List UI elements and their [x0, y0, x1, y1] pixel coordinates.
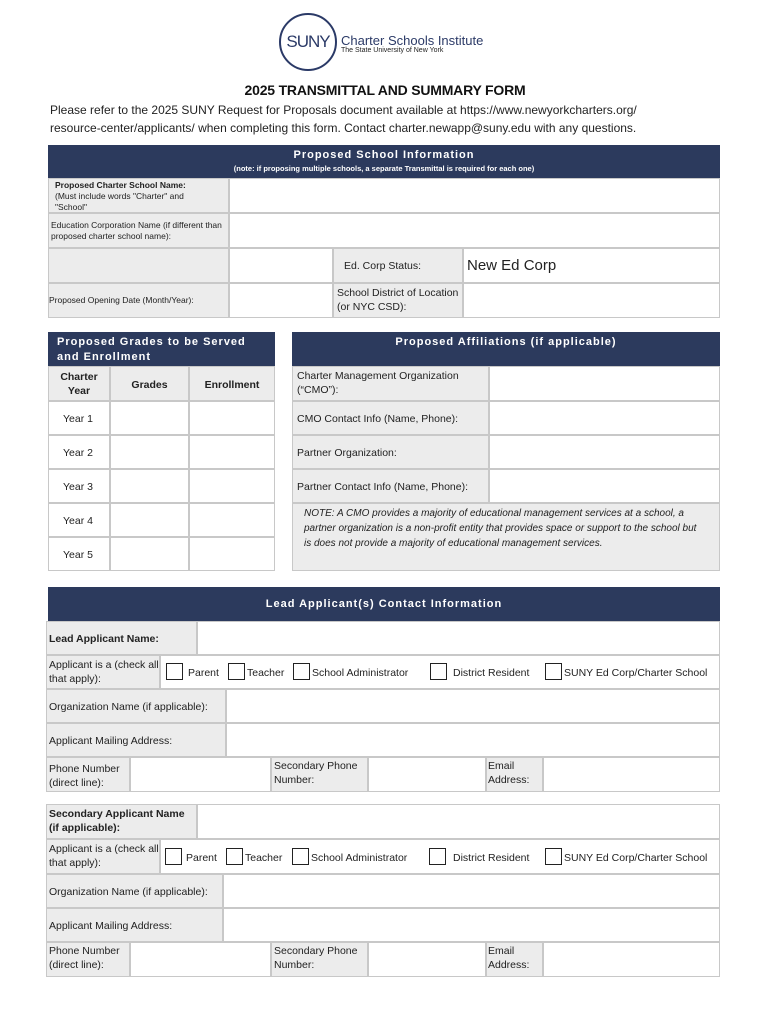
partner-input[interactable] [489, 435, 720, 469]
blank-gray-cell [48, 248, 229, 283]
secondary-phone-input[interactable] [130, 942, 271, 977]
page-title: 2025 TRANSMITTAL AND SUMMARY FORM [244, 82, 526, 98]
lead-is-a-label-cell [46, 655, 160, 689]
proposed-school-header [48, 145, 720, 178]
lead-secondary-phone-input[interactable] [368, 757, 486, 792]
intro-line-2: resource-center/applicants/ when completing this form. Contact charter.newapp@suny.edu with any questions. [50, 121, 637, 135]
secondary-secondary-phone-input[interactable] [368, 942, 486, 977]
cmo-label: Charter Management Organization (“CMO”): [297, 370, 459, 396]
affiliations-heading: Proposed Affiliations (if applicable) [395, 336, 617, 348]
suny-ed-corp-checkbox[interactable] [545, 663, 562, 680]
lead-name-input[interactable] [197, 621, 720, 655]
teacher-checkbox[interactable] [228, 663, 245, 680]
year-label: Year 2 [63, 447, 93, 459]
col-enrollment-cell [189, 366, 275, 401]
partner-contact-input[interactable] [489, 469, 720, 503]
teacher-option-label: Teacher [247, 667, 285, 679]
col-grades-cell [110, 366, 189, 401]
lead-mailing-label: Applicant Mailing Address: [49, 735, 173, 747]
ed-corp-status-label-cell [333, 248, 463, 283]
suny-ed-corp-option-label: SUNY Ed Corp/Charter School [564, 667, 708, 679]
secondary-email-input[interactable] [543, 942, 720, 977]
proposed-school-heading: Proposed School Information [293, 149, 475, 161]
secondary-mailing-input[interactable] [223, 908, 720, 942]
year-label: Year 4 [63, 515, 93, 527]
partner-contact-label: Partner Contact Info (Name, Phone): [297, 481, 468, 493]
org-name: Charter Schools Institute [341, 33, 484, 48]
blank-cell [229, 248, 333, 283]
secondary-org-label: Organization Name (if applicable): [49, 886, 208, 898]
district-resident-option-label: District Resident [453, 852, 530, 864]
lead-header [48, 587, 720, 621]
col-year-label: Charter Year [60, 371, 98, 397]
lead-is-a-label: Applicant is a (check all that apply): [49, 659, 159, 685]
org-subtitle: The State University of New York [341, 47, 444, 54]
year-row-label [48, 537, 110, 571]
secondary-secondary-phone-label: Secondary Phone Number: [274, 945, 358, 971]
year-row-label [48, 503, 110, 537]
secondary-name-label: Secondary Applicant Name (if applicable): [49, 808, 185, 834]
lead-secondary-phone-label: Secondary Phone Number: [274, 760, 358, 786]
district-resident-checkbox[interactable] [430, 663, 447, 680]
year-label: Year 1 [63, 413, 93, 425]
secondary-is-a-label-cell [46, 839, 160, 874]
secondary-email-label-cell [486, 942, 543, 977]
lead-name-label: Lead Applicant Name: [49, 633, 159, 645]
intro-line-1: Please refer to the 2025 SUNY Request for Proposals document available at https://www.newyorkcharters.org/ [50, 103, 637, 117]
suny-ed-corp-checkbox[interactable] [545, 848, 562, 865]
col-grades-label: Grades [131, 379, 168, 391]
secondary-org-label-cell [46, 874, 223, 908]
school-name-sub: (Must include words "Charter" and "School" [55, 191, 184, 212]
school-administrator-option-label: School Administrator [312, 667, 409, 679]
ed-corp-label-cell [48, 213, 229, 248]
district-resident-checkbox[interactable] [429, 848, 446, 865]
lead-mailing-label-cell [46, 723, 226, 757]
school-name-label: Proposed Charter School Name: [55, 180, 186, 190]
lead-email-input[interactable] [543, 757, 720, 792]
ed-corp-status-label: Ed. Corp Status: [344, 260, 422, 272]
opening-date-label-cell [48, 283, 229, 318]
lead-org-label-cell [46, 689, 226, 723]
logo-text: SUNY [286, 32, 330, 51]
ed-corp-label: Education Corporation Name (if different than proposed charter school name): [51, 220, 222, 241]
ed-corp-input[interactable] [229, 213, 720, 248]
affiliations-header [292, 332, 720, 366]
lead-email-label-cell [486, 757, 543, 792]
suny-logo [279, 13, 337, 71]
year-label: Year 3 [63, 481, 93, 493]
suny-ed-corp-option-label: SUNY Ed Corp/Charter School [564, 852, 708, 864]
secondary-name-input[interactable] [197, 804, 720, 839]
district-label: School District of Location (or NYC CSD): [337, 287, 459, 313]
grades-heading: Proposed Grades to be Served and Enrollment [57, 336, 246, 363]
lead-mailing-input[interactable] [226, 723, 720, 757]
lead-secondary-phone-label-cell [271, 757, 368, 792]
lead-phone-label-cell [46, 757, 130, 792]
partner-label-cell [292, 435, 489, 469]
enrollment-input[interactable] [189, 537, 275, 571]
school-administrator-option-label: School Administrator [311, 852, 408, 864]
secondary-email-label: Email Address: [488, 945, 530, 971]
opening-date-label: Proposed Opening Date (Month/Year): [49, 295, 194, 305]
secondary-phone-label-cell [46, 942, 130, 977]
cmo-contact-label: CMO Contact Info (Name, Phone): [297, 413, 459, 425]
secondary-phone-label: Phone Number (direct line): [49, 945, 120, 971]
teacher-checkbox[interactable] [226, 848, 243, 865]
partner-label: Partner Organization: [297, 447, 397, 459]
lead-email-label: Email Address: [488, 760, 530, 786]
school-administrator-checkbox[interactable] [292, 848, 309, 865]
affiliations-note-cell [292, 503, 720, 571]
grades-input[interactable] [110, 435, 189, 469]
cmo-input[interactable] [489, 366, 720, 401]
enrollment-input[interactable] [189, 503, 275, 537]
lead-name-label-cell [46, 621, 197, 655]
district-input[interactable] [463, 283, 720, 318]
cmo-label-cell [292, 366, 489, 401]
school-name-input[interactable] [229, 178, 720, 213]
district-resident-option-label: District Resident [453, 667, 530, 679]
lead-heading: Lead Applicant(s) Contact Information [265, 598, 503, 610]
secondary-org-input[interactable] [223, 874, 720, 908]
lead-org-label: Organization Name (if applicable): [49, 701, 208, 713]
secondary-mailing-label-cell [46, 908, 223, 942]
partner-contact-label-cell [292, 469, 489, 503]
enrollment-input[interactable] [189, 435, 275, 469]
year-row-label [48, 435, 110, 469]
col-enrollment-label: Enrollment [204, 379, 260, 391]
col-year-cell [48, 366, 110, 401]
enrollment-input[interactable] [189, 401, 275, 435]
teacher-option-label: Teacher [245, 852, 283, 864]
parent-checkbox[interactable] [166, 663, 183, 680]
affiliations-note: NOTE: A CMO provides a majority of educational management services at a school, a partner organization is a non-profit entity that provides space or support to the school but is does not provide a majority of educational management services. [304, 508, 697, 549]
secondary-is-a-label: Applicant is a (check all that apply): [49, 843, 159, 869]
grades-header [48, 332, 275, 366]
secondary-secondary-phone-label-cell [271, 942, 368, 977]
year-row-label [48, 401, 110, 435]
secondary-name-label-cell [46, 804, 197, 839]
year-label: Year 5 [63, 549, 93, 561]
grades-input[interactable] [110, 469, 189, 503]
lead-org-input[interactable] [226, 689, 720, 723]
enrollment-input[interactable] [189, 469, 275, 503]
lead-phone-label: Phone Number (direct line): [49, 763, 120, 789]
cmo-contact-input[interactable] [489, 401, 720, 435]
opening-date-input[interactable] [229, 283, 333, 318]
grades-input[interactable] [110, 537, 189, 571]
school-name-label-cell [48, 178, 229, 213]
lead-phone-input[interactable] [130, 757, 271, 792]
grades-input[interactable] [110, 503, 189, 537]
cmo-contact-label-cell [292, 401, 489, 435]
parent-option-label: Parent [188, 667, 219, 679]
ed-corp-status-value: New Ed Corp [467, 257, 557, 274]
year-row-label [48, 469, 110, 503]
grades-input[interactable] [110, 401, 189, 435]
secondary-mailing-label: Applicant Mailing Address: [49, 920, 173, 932]
proposed-school-note: (note: if proposing multiple schools, a separate Transmittal is required for each one) [233, 164, 535, 173]
ed-corp-status-select[interactable] [463, 248, 720, 283]
district-label-cell [333, 283, 463, 318]
parent-option-label: Parent [186, 852, 217, 864]
parent-checkbox[interactable] [165, 848, 182, 865]
school-administrator-checkbox[interactable] [293, 663, 310, 680]
